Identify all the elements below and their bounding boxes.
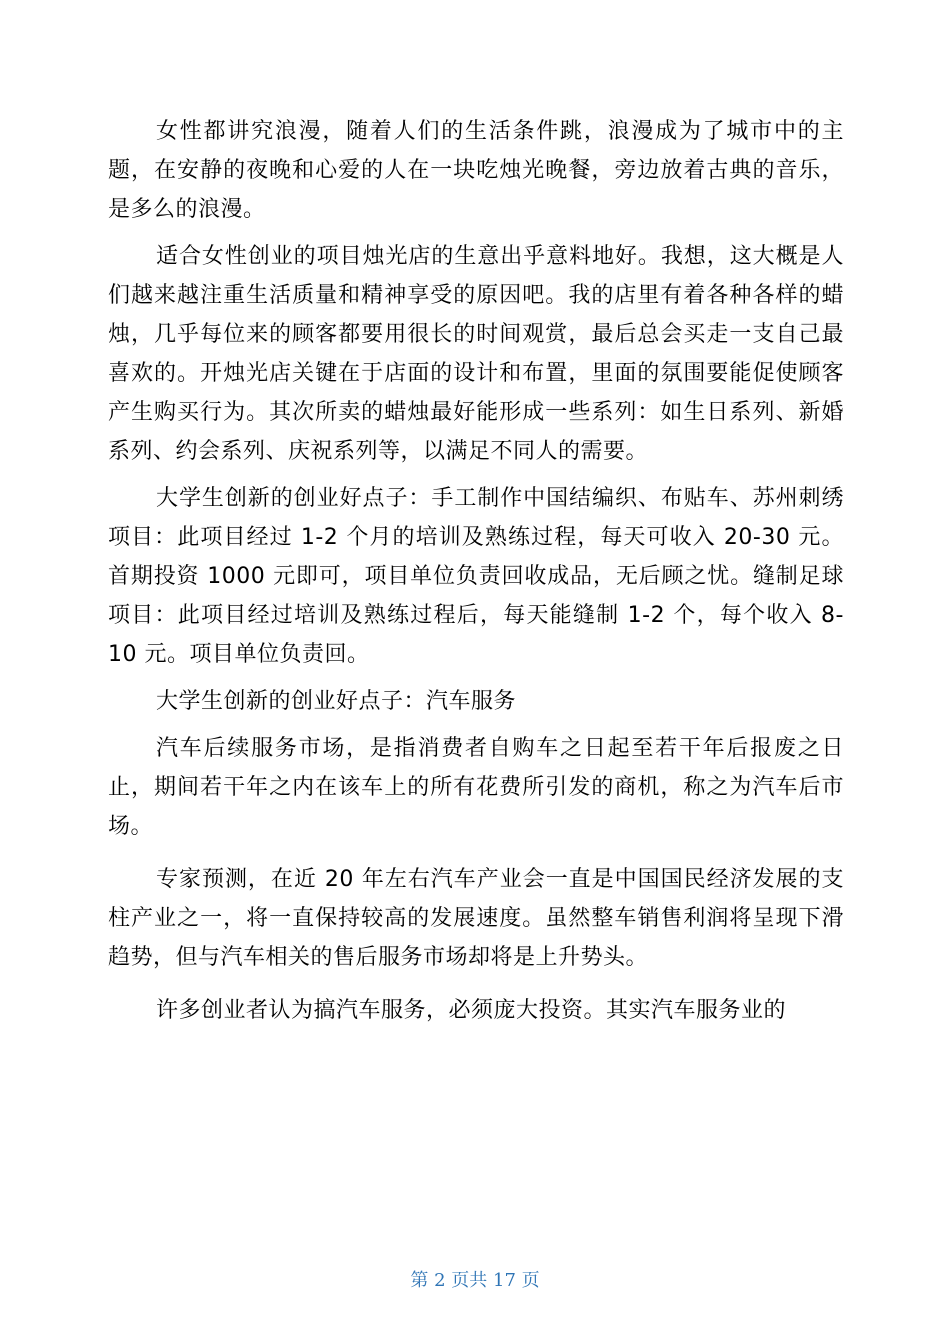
paragraph-6: 专家预测，在近 20 年左右汽车产业会一直是中国国民经济发展的支柱产业之一，将一直保持较高的发展速度。虽然整车销售利润将呈现下滑趋势，但与汽车相关的售后服务市场却将是上升势头。	[108, 867, 844, 970]
paragraph-7: 许多创业者认为搞汽车服务，必须庞大投资。其实汽车服务业的	[156, 998, 787, 1023]
page-number-footer: 第 2 页共 17 页	[410, 1270, 540, 1291]
paragraph-1: 女性都讲究浪漫，随着人们的生活条件跳，浪漫成为了城市中的主题，在安静的夜晚和心爱的人在一块吃烛光晚餐，旁边放着古典的音乐，是多么的浪漫。	[108, 119, 844, 222]
paragraph-4-heading: 大学生创新的创业好点子：汽车服务	[156, 689, 517, 714]
paragraph-3: 大学生创新的创业好点子：手工制作中国结编织、布贴车、苏州刺绣项目：此项目经过 1-2 个月的培训及熟练过程，每天可收入 20-30 元。首期投资 1000 元即可，项目单位负责回收成品，无后顾之忧。缝制足球项目：此项目经过培训及熟练过程后，每天能缝制 1-2 个，每个收入 8-10 元。项目单位负责回。	[108, 486, 844, 667]
document-body	[108, 112, 844, 1030]
paragraph-5: 汽车后续服务市场，是指消费者自购车之日起至若干年后报废之日止，期间若干年之内在该车上的所有花费所引发的商机，称之为汽车后市场。	[108, 736, 844, 839]
paragraph-2: 适合女性创业的项目烛光店的生意出乎意料地好。我想，这大概是人们越来越注重生活质量和精神享受的原因吧。我的店里有着各种各样的蜡烛，几乎每位来的顾客都要用很长的时间观赏，最后总会买走一支自己最喜欢的。开烛光店关键在于店面的设计和布置，里面的氛围要能促使顾客产生购买行为。其次所卖的蜡烛最好能形成一些系列：如生日系列、新婚系列、约会系列、庆祝系列等，以满足不同人的需要。	[108, 244, 844, 464]
